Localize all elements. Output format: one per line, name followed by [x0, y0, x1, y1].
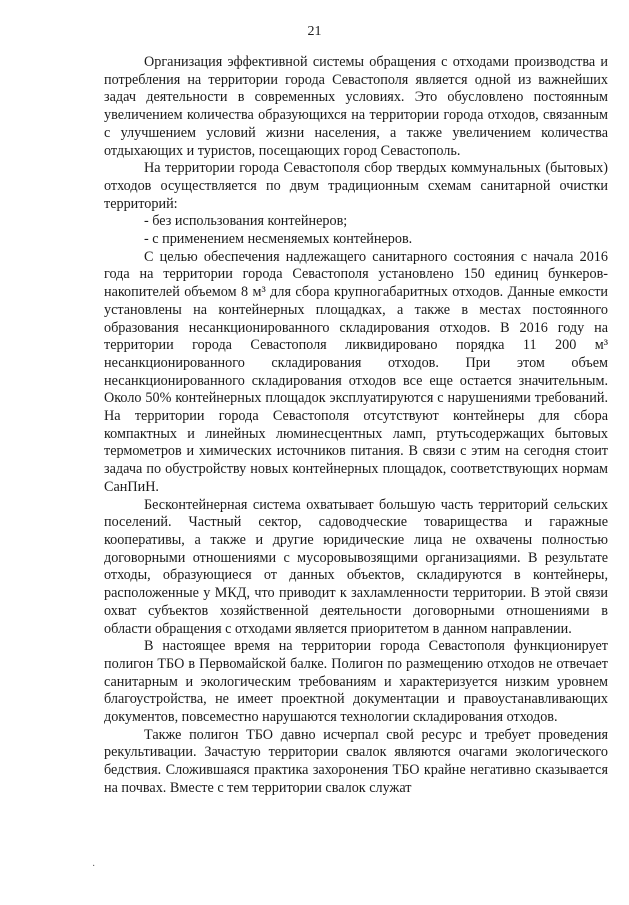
list-item-without-containers: - без использования контейнеров; [144, 213, 348, 230]
page-number: 21 [307, 24, 322, 39]
paragraph-containerless-system: Бесконтейнерная система охватывает большую часть территорий сельских поселений. Частный сектор, садоводческие товарищества и гаражные кооперативы, а также и другие юридические лица не охвачены полностью договорными отношениями с мусоровывозящими организациями. В результате отходы, образующиеся от данных объектов, складируются в контейнеры, расположенные у МКД, что приводит к захламленности территории. В этой связи охват субъектов хозяйственной деятельности договорными отношениями в области обращения с отходами является приоритетом в данном направлении. [104, 496, 608, 637]
paragraph-collection-schemes: На территории города Севастополя сбор твердых коммунальных (бытовых) отходов осуществляется по двум традиционным схемам санитарной очистки территорий: [104, 160, 608, 212]
paragraph-sanitary-measures: С целью обеспечения надлежащего санитарного состояния с начала 2016 года на территории города Севастополя установлено 150 единиц бункеров-накопителей объемом 8 м³ для сбора крупногабаритных отходов. Данные емкости установлены на контейнерных площадках, а также в местах постоянного образования несанкционированного складирования отходов. В 2016 году на территории города Севастополя ликвидировано порядка 11 200 м³ несанкционированного складирования отходов. При этом объем несанкционированного складирования отходов все еще остается значительным. Около 50% контейнерных площадок эксплуатируются с нарушениями требований. На территории города Севастополя отсутствуют контейнеры для сбора компактных и линейных люминесцентных ламп, ртутьсодержащих бытовых термометров и химических источников питания. В связи с этим на сегодня стоит задача по обустройству новых контейнерных площадок, соответствующих нормам СанПиН. [104, 248, 608, 495]
paragraph-waste-management-intro: Организация эффективной системы обращения с отходами производства и потребления на территории города Севастополя является одной из важнейших задач деятельности в современных условиях. Это обусловлено постоянным увеличением количества образующихся на территории города отходов, связанным с улучшением условий жизни населения, а также увеличением количества отдыхающих и туристов, посещающих город Севастополь. [104, 54, 608, 159]
paragraph-landfill-pervomayskaya: В настоящее время на территории города Севастополя функционирует полигон ТБО в Первомайской балке. Полигон по размещению отходов не отвечает санитарным и экологическим требованиям и характеризуется низким уровнем благоустройства, не имеет проектной документации и правоустанавливающих документов, повсеместно нарушаются технологии складирования отходов. [104, 638, 608, 726]
list-item-fixed-containers: - с применением несменяемых контейнеров. [144, 231, 413, 248]
document-body [104, 54, 608, 798]
scan-mark: · [92, 861, 96, 872]
paragraph-landfill-recultivation: Также полигон ТБО давно исчерпал свой ресурс и требует проведения рекультивации. Зачастую территории свалок являются очагами экологического бедствия. Сложившаяся практика захоронения ТБО крайне негативно сказывается на почвах. Вместе с тем территории свалок служат [104, 726, 608, 796]
